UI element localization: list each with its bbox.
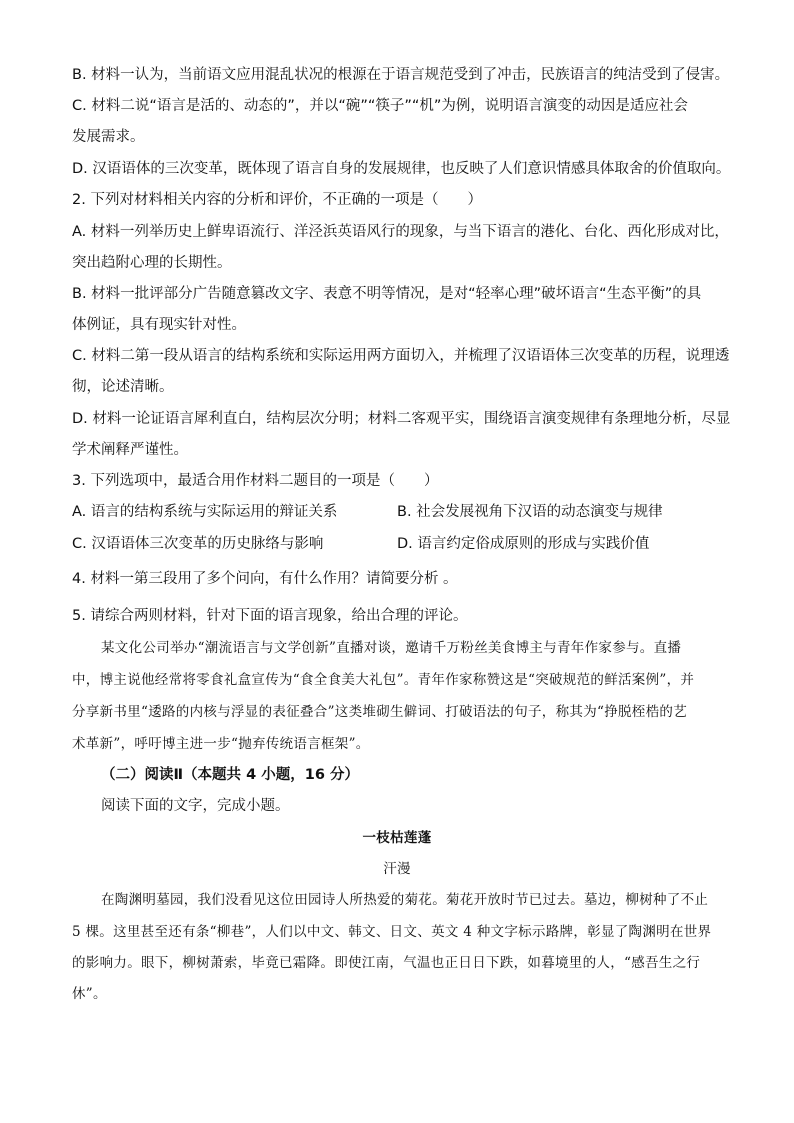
- q2-option-d-line1: D. 材料一论证语言犀利直白，结构层次分明；材料二客观平实，围绕语言演变规律有条理地分析，尽显: [72, 411, 731, 427]
- section-heading: （二）阅读Ⅱ（本题共 4 小题，16 分）: [101, 767, 359, 783]
- q2-option-a-line1: A. 材料一列举历史上鲜卑语流行、洋泾浜英语风行的现象，与当下语言的港化、台化、西化形成对比，: [72, 224, 729, 240]
- passage-para-line2: 5 棵。这里甚至还有条“柳巷”，人们以中文、韩文、日文、英文 4 种文字标示路牌，彰显了陶渊明在世界: [72, 924, 712, 940]
- q1-option-d: D. 汉语语体的三次变革，既体现了语言自身的发展规律，也反映了人们意识情感具体取舍的价值取向。: [72, 161, 731, 177]
- q5-quote-line3: 分享新书里“逶路的内核与浮显的表征叠合”这类堆砌生僻词、打破语法的句子，称其为“挣脱桎梏的艺: [72, 704, 688, 720]
- passage-author: 汗漫: [383, 861, 411, 877]
- q2-stem: 2. 下列对材料相关内容的分析和评价，不正确的一项是（ ）: [72, 192, 482, 208]
- q5-quote-line4: 术革新”，呼吁博主进一步“抛弃传统语言框架”。: [72, 736, 370, 752]
- q5-quote-line1: 某文化公司举办“潮流语言与文学创新”直播对谈，邀请千万粉丝美食博主与青年作家参与。直播: [101, 640, 682, 656]
- q3-stem: 3. 下列选项中，最适合用作材料二题目的一项是（ ）: [72, 473, 439, 489]
- q1-option-c-line1: C. 材料二说“语言是活的、动态的”，并以“碗”“筷子”“机”为例，说明语言演变的动因是适应社会: [72, 98, 688, 114]
- q3-option-b: B. 社会发展视角下汉语的动态演变与规律: [397, 504, 663, 520]
- q1-option-c-line2: 发展需求。: [72, 129, 145, 145]
- q5-stem: 5. 请综合两则材料，针对下面的语言现象，给出合理的评论。: [72, 608, 468, 624]
- passage-para-line1: 在陶渊明墓园，我们没看见这位田园诗人所热爱的菊花。菊花开放时节已过去。墓边，柳树种了不止: [101, 892, 709, 908]
- q3-option-a: A. 语言的结构系统与实际运用的辩证关系: [72, 504, 338, 520]
- passage-title: 一枝枯莲蓬: [362, 830, 432, 846]
- q2-option-b-line1: B. 材料一批评部分广告随意篡改文字、表意不明等情况，是对“轻率心理”破坏语言“生态平衡”的具: [72, 286, 702, 302]
- q2-option-b-line2: 体例证，具有现实针对性。: [72, 317, 246, 333]
- q2-option-c-line2: 彻，论述清晰。: [72, 379, 174, 395]
- reading-instruction: 阅读下面的文字，完成小题。: [101, 798, 290, 814]
- q2-option-a-line2: 突出趋附心理的长期性。: [72, 255, 232, 271]
- q3-option-c: C. 汉语语体三次变革的历史脉络与影响: [72, 536, 324, 552]
- q2-option-d-line2: 学术阐释严谨性。: [72, 442, 188, 458]
- passage-para-line3: 的影响力。眼下，柳树萧索，毕竟已霜降。即使江南，气温也正日日下跌，如暮境里的人，“感吾生之行: [72, 955, 701, 971]
- q5-quote-line2: 中，博主说他经常将零食礼盒宣传为“食全食美大礼包”。青年作家称赞这是“突破规范的鲜活案例”，并: [72, 672, 695, 688]
- q2-option-c-line1: C. 材料二第一段从语言的结构系统和实际运用两方面切入，并梳理了汉语语体三次变革的历程，说理透: [72, 348, 730, 364]
- passage-para-line4: 休”。: [72, 986, 107, 1002]
- q4-stem: 4. 材料一第三段用了多个问向，有什么作用？请简要分析 。: [72, 571, 458, 587]
- q3-option-d: D. 语言约定俗成原则的形成与实践价值: [397, 536, 650, 552]
- q1-option-b: B. 材料一认为，当前语文应用混乱状况的根源在于语言规范受到了冲击，民族语言的纯洁受到了侵害。: [72, 67, 730, 83]
